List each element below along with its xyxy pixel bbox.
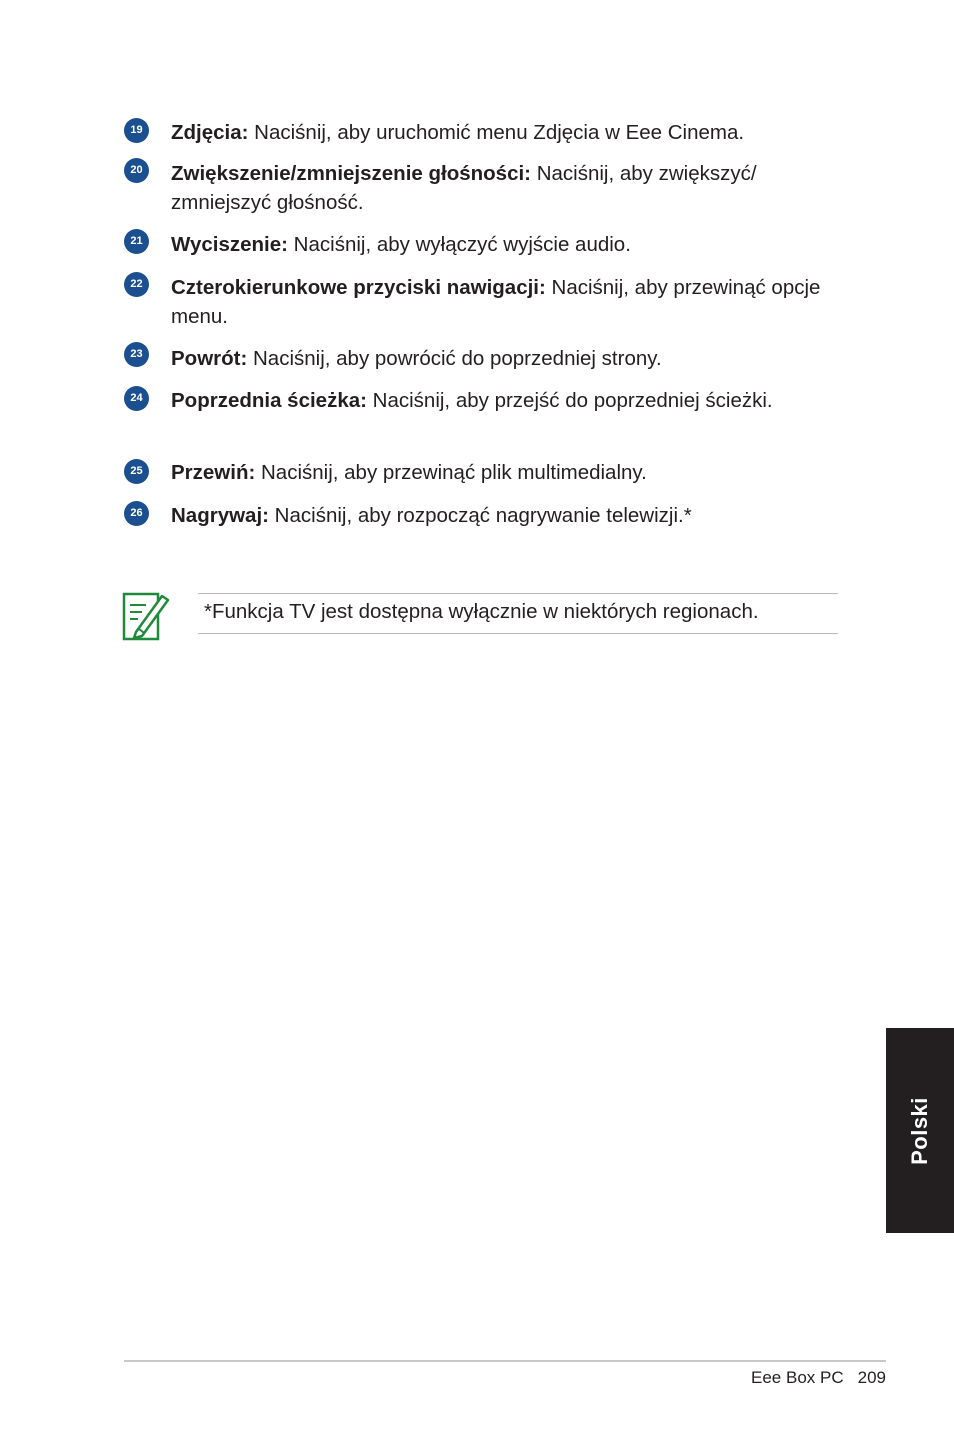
item-text [171,344,861,373]
item-text [171,458,861,487]
item-term: Powrót: [171,347,248,370]
item-description: Naciśnij, aby wyłączyć wyjście audio. [287,233,631,256]
item-term: Zdjęcia: [171,121,249,144]
language-side-tab [886,1028,954,1233]
item-term: Przewiń: [171,461,256,484]
footer-product: Eee Box PC [751,1368,844,1387]
footer-rule [124,1360,886,1362]
page-number: 209 [857,1368,886,1387]
item-description: Naciśnij, aby rozpocząć nagrywanie telewizji.* [268,504,692,527]
item-description: Naciśnij, aby uruchomić menu Zdjęcia w Eee Cinema. [248,121,745,144]
number-badge: 19 [124,118,149,143]
number-badge: 26 [124,501,149,526]
item-term: Nagrywaj: [171,504,269,527]
number-badge: 20 [124,158,149,183]
item-description: Naciśnij, aby przewinąć opcje menu. [171,276,821,328]
item-text [171,230,861,259]
note-text: *Funkcja TV jest dostępna wyłącznie w niektórych regionach. [204,600,759,623]
language-label: Polski [907,1096,932,1165]
item-term: Poprzednia ścieżka: [171,389,367,412]
item-term: Zwiększenie/zmniejszenie głośności: [171,162,532,185]
item-description: Naciśnij, aby przewinąć plik multimedialny. [255,461,647,484]
item-text [171,386,791,415]
number-badge: 25 [124,459,149,484]
item-text [171,118,861,147]
number-badge: 23 [124,342,149,367]
item-text [171,159,841,217]
note-pencil-icon [122,588,170,642]
item-text [171,273,851,331]
item-description: Naciśnij, aby przejść do poprzedniej ścieżki. [366,389,773,412]
item-description: Naciśnij, aby powrócić do poprzedniej strony. [247,347,662,370]
item-term: Czterokierunkowe przyciski nawigacji: [171,276,546,299]
footer [751,1366,886,1390]
item-description: Naciśnij, aby zwiększyć/ zmniejszyć głośność. [171,162,757,214]
item-term: Wyciszenie: [171,233,288,256]
note-bottom-rule [198,633,838,634]
number-badge: 24 [124,386,149,411]
number-badge: 21 [124,229,149,254]
number-badge: 22 [124,272,149,297]
item-text [171,501,861,530]
note-top-rule [198,593,838,594]
